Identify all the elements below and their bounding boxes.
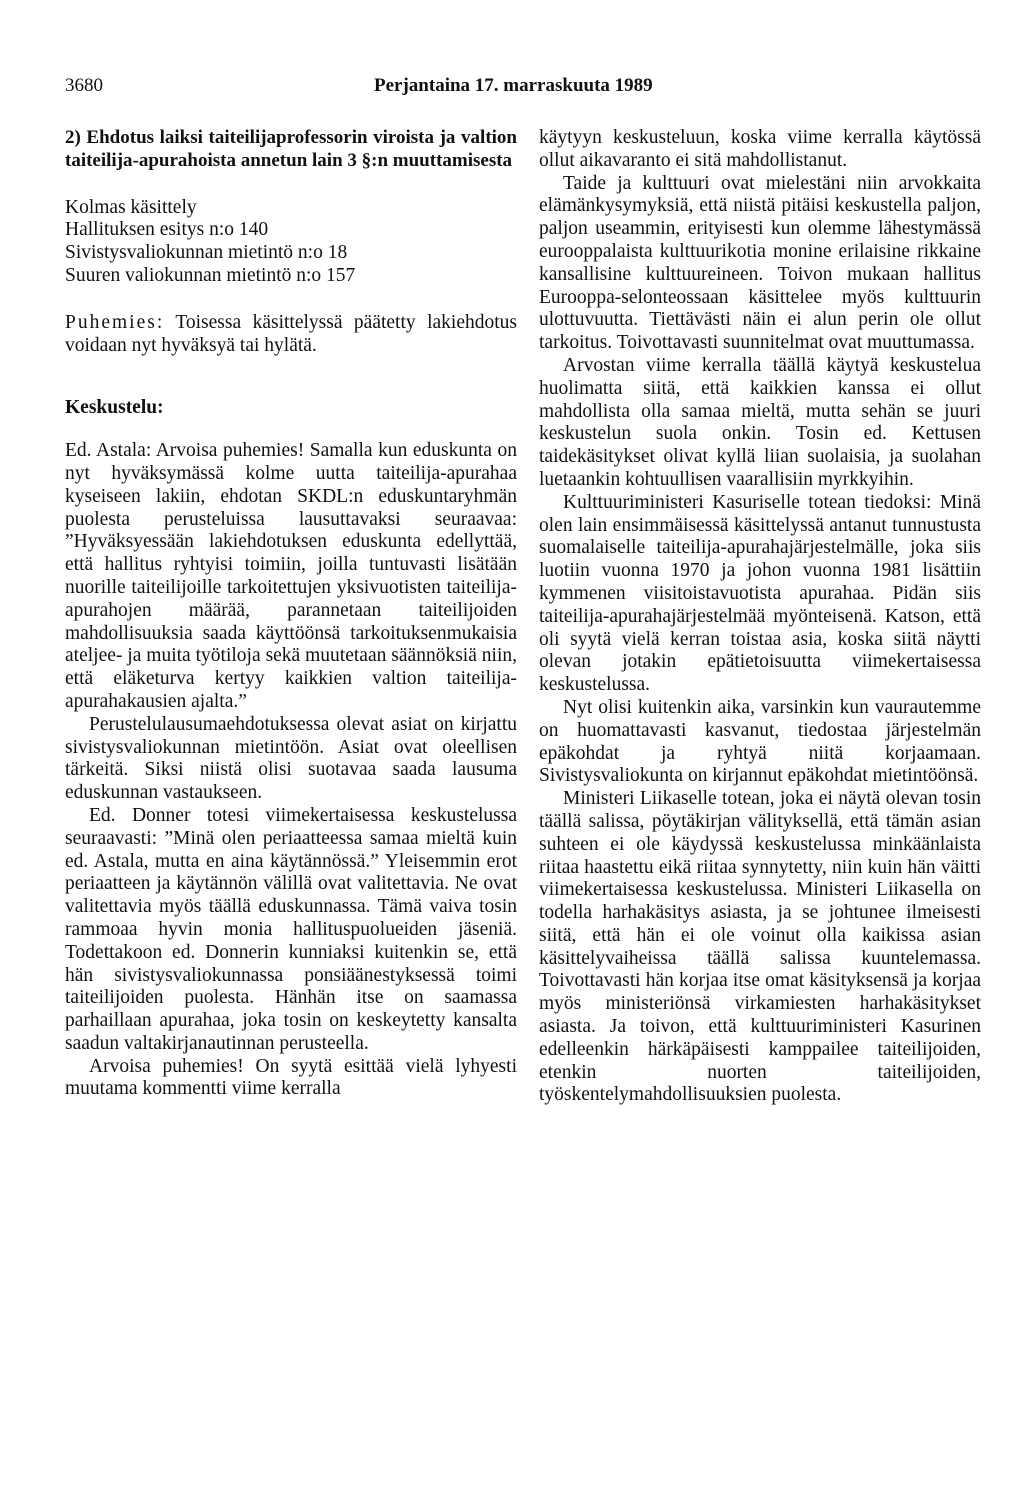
meta-line: Kolmas käsittely bbox=[65, 196, 197, 218]
paragraph: Nyt olisi kuitenkin aika, varsinkin kun vaurautemme on huomattavasti kasvanut, tiedostaa järjestelmän epäkohdat ja ryhtyä niitä korjaamaan. Sivistysvaliokunta on kirjannut epäkohdat mietintöönsä. bbox=[539, 696, 981, 787]
speech-text: Arvoisa puhemies! Samalla kun eduskunta on nyt hyväksymässä kolme uutta taiteilija-apurahaa kyseiseen lakiin, ehdotan SKDL:n eduskuntaryhmän puolesta perusteluissa lausuttavaksi seuraavaa: ”Hyväksyessään lakiehdotuksen eduskunta edellyttää, että hallitus ryhtyisi toimiin, joilla tuntuvasti lisätään nuorille taiteilijoille tarkoitettujen yksivuotisten taiteilija-apurahojen määrää, parannetaan taiteilijoiden mahdollisuuksia saada käyttöönsä tarkoituksenmukaisia ateljee- ja muita työtiloja sekä muutetaan säännöksiä niin, että eläketurva kertyy kaikkien valtion taiteilija-apurahakausien ajalta.” bbox=[65, 440, 517, 712]
paragraph: Perustelulausumaehdotuksessa olevat asiat on kirjattu sivistysvaliokunnan mietintöön. Asiat ovat oleellisen tärkeitä. Siksi niistä olisi suotavaa saada lausuma eduskunnan vastaukseen. bbox=[65, 713, 517, 804]
speaker-name: Puhemies: bbox=[65, 311, 165, 333]
page-header bbox=[65, 75, 985, 105]
paragraph: Taide ja kulttuuri ovat mielestäni niin arvokkaita elämänkysymyksiä, että niistä pitäisi keskustella paljon, paljon useammin, erityisesti kun olemme lähestymässä eurooppalaista kulttuurikotia monine erilaisine rikkaine kansallisine kulttuureineen. Toivon mukaan hallitus Eurooppa-selonteossaan käsittelee myös kulttuurin ulottuvuutta. Tiettävästi näin ei alun perin ole ollut tarkoitus. Toivottavasti suunnitelmat ovat muuttumassa. bbox=[539, 172, 981, 354]
speech-text: Toisessa käsittelyssä päätetty lakiehdotus voidaan nyt hyväksyä tai hylätä. bbox=[65, 311, 517, 356]
paragraph: Kulttuuriministeri Kasuriselle totean tiedoksi: Minä olen lain ensimmäisessä käsittelyssä antanut tunnustusta suomalaiselle taiteilija-apurahajärjestelmälle, joka siis luotiin vuonna 1970 ja johon vuonna 1981 lisättiin kymmenen viisitoistavuotista apurahaa. Pidän siis taiteilija-apurahajärjestelmää myönteisenä. Katson, että oli syytä vielä kerran toistaa asia, koska siitä näytti olevan jotakin epätietoisuutta viimekertaisessa keskustelussa. bbox=[539, 491, 981, 696]
meta-line: Hallituksen esitys n:o 140 bbox=[65, 219, 269, 241]
meta-line: Suuren valiokunnan mietintö n:o 157 bbox=[65, 264, 356, 286]
paragraph: Arvostan viime kerralla täällä käytyä keskustelua huolimatta siitä, että kaikkien kanssa ei ollut mahdollista olla samaa mieltä, mutta sehän se juuri keskustelun suola onkin. Tosin ed. Kettusen taidekäsitykset olivat kyllä liian suolaisia, ja suolahan luetaankin kohtuullisen vaarallisiin myrkkyihin. bbox=[539, 354, 981, 490]
agenda-item-title: 2) Ehdotus laiksi taiteilijaprofessorin viroista ja valtion taiteilija-apurahoista annetun lain 3 §:n muuttamisesta bbox=[65, 127, 517, 171]
right-column bbox=[539, 127, 981, 1107]
speech-astala bbox=[65, 440, 517, 714]
spacer bbox=[65, 288, 517, 312]
page-number: 3680 bbox=[65, 75, 103, 96]
paragraph: käytyyn keskusteluun, koska viime kerralla käytössä ollut aikavaranto ei sitä mahdollistanut. bbox=[539, 127, 981, 171]
speech-puhemies bbox=[65, 312, 517, 358]
paragraph: Ed. Donner totesi viimekertaisessa keskustelussa seuraavasti: ”Minä olen periaatteessa samaa mieltä kuin ed. Astala, mutta en aina käytännössä.” Yleisemmin erot periaatteen ja käytännön välillä ovat valitettavia. Ne ovat valitettavia myös täällä eduskunnassa. Tämä vaiva tosin rammoaa hyvin monia hallituspuolueiden jäseniä. Todettakoon ed. Donnerin kunniaksi kuitenkin se, että hän sivistysvaliokunnassa ponsiäänestyksessä toimi taiteilijoiden puolesta. Hänhän itse on saamassa parhaillaan apurahaa, joka tosin on keskeytetty kansalta saadun valtakirjanautinnan perusteella. bbox=[65, 804, 517, 1054]
discussion-heading: Keskustelu: bbox=[65, 397, 164, 419]
meta-line: Sivistysvaliokunnan mietintö n:o 18 bbox=[65, 242, 348, 264]
speaker-name: Ed. Astala: bbox=[65, 440, 152, 462]
running-title: Perjantaina 17. marraskuuta 1989 bbox=[374, 75, 653, 96]
left-column bbox=[65, 127, 517, 1101]
paragraph: Ministeri Liikaselle totean, joka ei näytä olevan tosin täällä salissa, pöytäkirjan välityksellä, että tämän asian suhteen ei ole käydyssä keskustelussa minkäänlaista riitaa haastettu eikä riitaa synnytetty, niin kuin hän väitti viimekertaisessa keskustelussa. Ministeri Liikasella on todella harhakäsitys asiasta, ja se johtunee ilmeisesti siitä, että hän ei ole voinut olla kaikissa asian käsittelyvaiheissa täällä salissa kuuntelemassa. Toivottavasti hän korjaa itse omat käsityksensä ja korjaa myös ministeriönsä virkamiesten harhakäsitykset asiasta. Ja toivon, että kulttuuriministeri Kasurinen edelleenkin härkäpäisesti kamppailee taiteilijoiden, etenkin nuorten taiteilijoiden, työskentelymahdollisuuksien puolesta. bbox=[539, 788, 981, 1106]
paragraph: Arvoisa puhemies! On syytä esittää vielä lyhyesti muutama kommentti viime kerralla bbox=[65, 1055, 517, 1100]
